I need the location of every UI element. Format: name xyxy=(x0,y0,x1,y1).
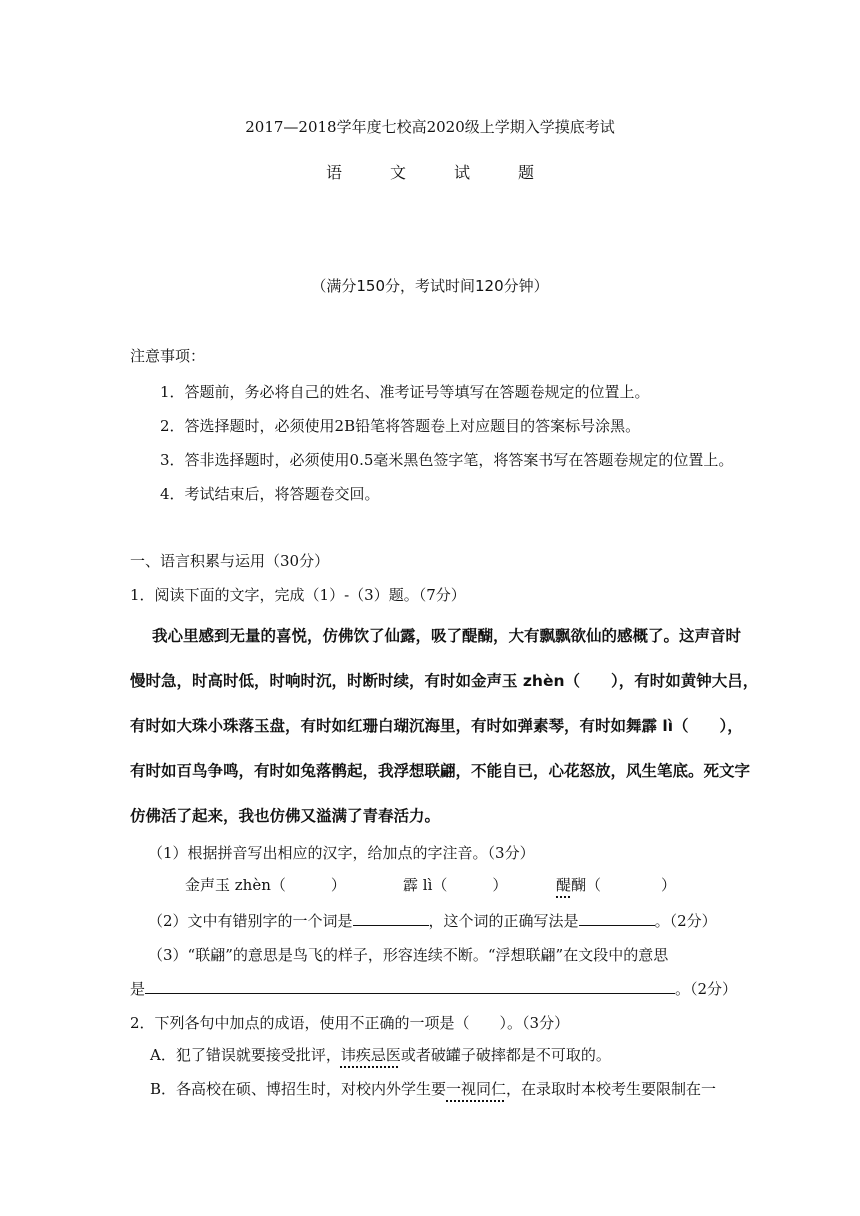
subject-char: 文 xyxy=(389,163,406,182)
answer-slot-2: 霹 lì（ ） xyxy=(403,876,508,894)
subquestion-3-answer xyxy=(130,979,737,999)
question-2-option-b xyxy=(150,1079,716,1099)
passage-line: 有时如百鸟争鸣，有时如兔落鹘起，我浮想联翩，不能自已，心花怒放，风生笔底。死文字 xyxy=(130,762,751,780)
blank-line[interactable] xyxy=(145,979,675,994)
subquestion-3-suffix: 。（2分） xyxy=(675,980,738,998)
subquestion-2-part1: （2）文中有错别字的一个词是 xyxy=(148,912,353,930)
option-a-pre: A．犯了错误就要接受批评， xyxy=(150,1046,341,1064)
subquestion-2-part2: ，这个词的正确写法是 xyxy=(428,912,579,930)
subquestion-1: （1）根据拼音写出相应的汉字，给加点的字注音。（3分） xyxy=(148,844,535,862)
option-b-post: ，在录取时本校考生要限制在一 xyxy=(506,1080,717,1098)
option-a-post: 或者破罐子破摔都是不可取的。 xyxy=(400,1046,611,1064)
subject-char: 语 xyxy=(325,163,342,182)
subject-char: 试 xyxy=(454,163,471,182)
passage-line: 有时如大珠小珠落玉盘，有时如红珊白瑚沉海里，有时如弹素琴，有时如舞霹 lì（ ）， xyxy=(130,717,743,735)
notice-heading: 注意事项： xyxy=(130,347,206,365)
notice-item: 1．答题前，务必将自己的姓名、准考证号等填写在答题卷规定的位置上。 xyxy=(160,383,650,401)
question-1-stem: 1．阅读下面的文字，完成（1）-（3）题。（7分） xyxy=(130,586,466,604)
blank-line[interactable] xyxy=(353,911,429,926)
dotted-char: 醍 xyxy=(556,876,572,894)
subject-char: 题 xyxy=(518,163,535,182)
notice-item: 4．考试结束后，将答题卷交回。 xyxy=(160,485,380,503)
score-info: （满分150分，考试时间120分钟） xyxy=(311,277,549,295)
subquestion-3: （3）“联翩”的意思是鸟飞的样子，形容连续不断。“浮想联翩”在文段中的意思 xyxy=(148,946,669,964)
subquestion-2 xyxy=(148,911,717,931)
notice-item: 2．答选择题时，必须使用2B铅笔将答题卷上对应题目的答案标号涂黑。 xyxy=(160,417,641,435)
answer-slot-3 xyxy=(556,875,676,895)
subject-title xyxy=(0,163,860,183)
blank-line[interactable] xyxy=(579,911,655,926)
dotted-idiom: 一视同仁 xyxy=(446,1080,507,1098)
exam-title: 2017—2018学年度七校高2020级上学期入学摸底考试 xyxy=(245,118,615,136)
question-2-stem: 2．下列各句中加点的成语，使用不正确的一项是（ ）。（3分） xyxy=(130,1014,570,1032)
passage-line: 仿佛活了起来，我也仿佛又溢满了青春活力。 xyxy=(130,807,441,825)
section-heading: 一、语言积累与运用（30分） xyxy=(130,552,330,570)
option-b-pre: B．各高校在硕、博招生时，对校内外学生要 xyxy=(150,1080,447,1098)
notice-item: 3．答非选择题时，必须使用0.5毫米黑色签字笔，将答案书写在答题卷规定的位置上。 xyxy=(160,451,734,469)
passage-line: 慢时急，时高时低，时响时沉，时断时续，有时如金声玉 zhèn（ ），有时如黄钟大吕， xyxy=(130,672,759,690)
passage-line: 我心里感到无量的喜悦，仿佛饮了仙露，吸了醍醐，大有飘飘欲仙的感概了。这声音时 xyxy=(152,627,742,645)
dotted-idiom: 讳疾忌医 xyxy=(340,1046,401,1064)
subquestion-3-prefix: 是 xyxy=(130,980,146,998)
question-2-option-a xyxy=(150,1045,611,1065)
subquestion-2-part3: 。（2分） xyxy=(654,912,717,930)
answer-slot-1: 金声玉 zhèn（ ） xyxy=(185,876,346,894)
answer-slot-3-rest: 醐（ ） xyxy=(571,876,677,894)
